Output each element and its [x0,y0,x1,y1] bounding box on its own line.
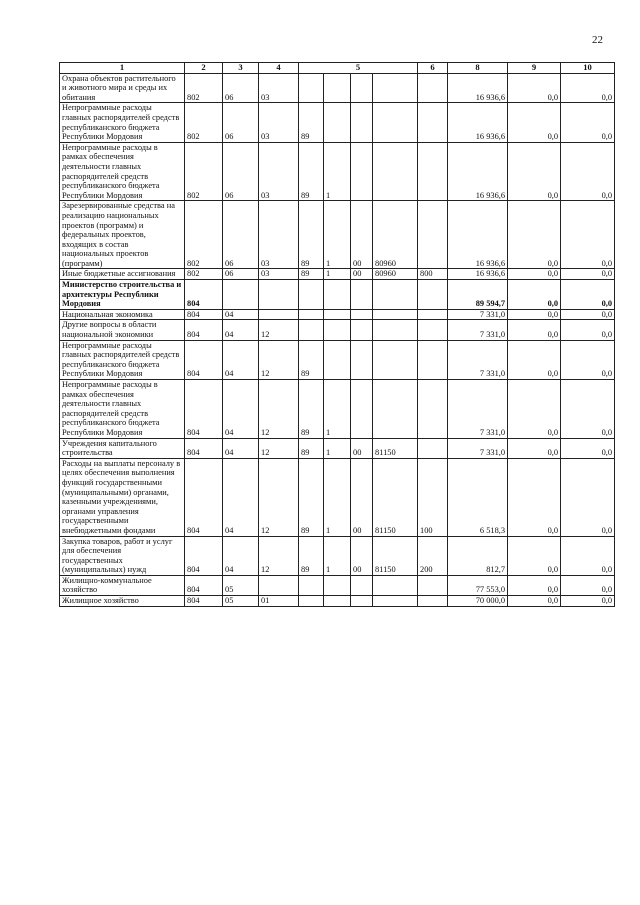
cell-col10: 0,0 [561,380,615,439]
cell-col3: 05 [223,596,259,607]
cell-col5-main [351,309,373,320]
cell-col3: 06 [223,269,259,280]
cell-col5-program [299,280,324,310]
cell-col8: 7 331,0 [448,309,508,320]
cell-col5-main: 00 [351,438,373,458]
cell-col3 [223,280,259,310]
cell-col5-direction [373,380,418,439]
cell-col6 [418,201,448,269]
cell-col2: 804 [185,380,223,439]
cell-col6 [418,575,448,595]
cell-col9: 0,0 [508,380,561,439]
table-row [60,142,615,201]
cell-col6 [418,309,448,320]
cell-col5-program: 89 [299,438,324,458]
column-header: 9 [508,63,561,74]
cell-col9: 0,0 [508,280,561,310]
cell-col5-main: 00 [351,269,373,280]
table-row [60,73,615,103]
cell-col2: 802 [185,269,223,280]
cell-col6 [418,73,448,103]
cell-col5-program [299,309,324,320]
cell-col5-program [299,575,324,595]
cell-col6 [418,438,448,458]
cell-col4: 03 [259,73,299,103]
cell-col5-direction [373,73,418,103]
cell-col5-direction: 80960 [373,269,418,280]
cell-col9: 0,0 [508,201,561,269]
cell-col6: 800 [418,269,448,280]
cell-col9: 0,0 [508,536,561,575]
cell-col2: 804 [185,320,223,340]
row-name: Закупка товаров, работ и услуг для обеспечения государственных (муниципальных) нужд [60,536,185,575]
cell-col9: 0,0 [508,142,561,201]
cell-col5-direction [373,320,418,340]
cell-col5-main: 00 [351,201,373,269]
cell-col9: 0,0 [508,103,561,142]
cell-col6 [418,103,448,142]
cell-col8: 7 331,0 [448,340,508,379]
cell-col6: 100 [418,458,448,536]
cell-col5-main [351,103,373,142]
cell-col10: 0,0 [561,280,615,310]
cell-col5-program: 89 [299,340,324,379]
cell-col4: 12 [259,340,299,379]
cell-col5-subprogram [324,320,351,340]
cell-col6: 200 [418,536,448,575]
cell-col8: 7 331,0 [448,438,508,458]
cell-col5-direction: 81150 [373,438,418,458]
cell-col3: 04 [223,380,259,439]
cell-col10: 0,0 [561,142,615,201]
cell-col5-direction [373,309,418,320]
cell-col5-program: 89 [299,380,324,439]
table-row [60,458,615,536]
row-name: Зарезервированные средства на реализацию национальных проектов (программ) и федеральных проектов, входящих в состав национальных проектов (программ) [60,201,185,269]
cell-col3: 04 [223,438,259,458]
cell-col4: 03 [259,103,299,142]
cell-col8: 89 594,7 [448,280,508,310]
row-name: Национальная экономика [60,309,185,320]
cell-col5-program: 89 [299,201,324,269]
cell-col2: 804 [185,458,223,536]
cell-col5-main [351,575,373,595]
table-row [60,320,615,340]
cell-col9: 0,0 [508,340,561,379]
cell-col8: 16 936,6 [448,73,508,103]
cell-col8: 70 000,0 [448,596,508,607]
row-name: Непрограммные расходы главных распорядителей средств республиканского бюджета Республики Мордовия [60,340,185,379]
cell-col2: 804 [185,280,223,310]
cell-col3: 06 [223,73,259,103]
cell-col8: 16 936,6 [448,269,508,280]
cell-col6 [418,340,448,379]
cell-col5-main [351,596,373,607]
cell-col10: 0,0 [561,536,615,575]
cell-col10: 0,0 [561,269,615,280]
cell-col5-program [299,73,324,103]
table-row [60,280,615,310]
cell-col9: 0,0 [508,309,561,320]
table-row [60,596,615,607]
cell-col5-main [351,73,373,103]
cell-col5-program: 89 [299,458,324,536]
cell-col9: 0,0 [508,458,561,536]
cell-col5-program: 89 [299,142,324,201]
cell-col5-subprogram: 1 [324,269,351,280]
cell-col4: 12 [259,536,299,575]
cell-col5-subprogram [324,309,351,320]
table-row [60,536,615,575]
cell-col4 [259,575,299,595]
cell-col8: 7 331,0 [448,380,508,439]
cell-col8: 16 936,6 [448,103,508,142]
table-body [60,73,615,606]
cell-col4: 12 [259,320,299,340]
row-name: Министерство строительства и архитектуры Республики Мордовия [60,280,185,310]
cell-col5-program: 89 [299,269,324,280]
cell-col4: 03 [259,269,299,280]
row-name: Непрограммные расходы главных распорядителей средств республиканского бюджета Республики Мордовия [60,103,185,142]
column-header: 10 [561,63,615,74]
cell-col4 [259,309,299,320]
cell-col5-program: 89 [299,536,324,575]
cell-col5-direction: 80960 [373,201,418,269]
cell-col3: 04 [223,536,259,575]
cell-col3: 06 [223,142,259,201]
column-header: 5 [299,63,418,74]
cell-col2: 804 [185,536,223,575]
cell-col5-subprogram: 1 [324,458,351,536]
column-header: 6 [418,63,448,74]
row-name: Другие вопросы в области национальной экономики [60,320,185,340]
cell-col5-program [299,596,324,607]
cell-col10: 0,0 [561,575,615,595]
row-name: Жилищно-коммунальное хозяйство [60,575,185,595]
cell-col5-main [351,380,373,439]
cell-col5-subprogram [324,280,351,310]
cell-col2: 804 [185,596,223,607]
cell-col5-direction: 81150 [373,536,418,575]
cell-col6 [418,596,448,607]
cell-col5-subprogram: 1 [324,438,351,458]
cell-col8: 7 331,0 [448,320,508,340]
cell-col9: 0,0 [508,438,561,458]
cell-col10: 0,0 [561,201,615,269]
cell-col4: 12 [259,438,299,458]
cell-col4: 12 [259,458,299,536]
table-header-row [60,63,615,74]
column-header: 8 [448,63,508,74]
cell-col2: 802 [185,73,223,103]
cell-col10: 0,0 [561,320,615,340]
cell-col8: 16 936,6 [448,201,508,269]
cell-col10: 0,0 [561,340,615,379]
cell-col3: 04 [223,309,259,320]
cell-col5-subprogram: 1 [324,201,351,269]
cell-col5-subprogram: 1 [324,380,351,439]
row-name: Иные бюджетные ассигнования [60,269,185,280]
cell-col3: 04 [223,320,259,340]
cell-col5-main: 00 [351,536,373,575]
cell-col9: 0,0 [508,269,561,280]
cell-col5-direction [373,596,418,607]
cell-col3: 06 [223,201,259,269]
cell-col6 [418,142,448,201]
cell-col9: 0,0 [508,596,561,607]
cell-col2: 804 [185,575,223,595]
column-header: 1 [60,63,185,74]
cell-col5-direction [373,103,418,142]
cell-col5-subprogram [324,73,351,103]
row-name: Жилищное хозяйство [60,596,185,607]
cell-col6 [418,320,448,340]
cell-col5-subprogram [324,340,351,379]
cell-col3: 04 [223,340,259,379]
table-row [60,380,615,439]
cell-col5-main [351,280,373,310]
cell-col4: 03 [259,142,299,201]
cell-col2: 802 [185,201,223,269]
cell-col9: 0,0 [508,320,561,340]
row-name: Расходы на выплаты персоналу в целях обеспечения выполнения функций государственными (муниципальными) органами, казенными учреждениями, органами управления государственными внебюджетными фондами [60,458,185,536]
cell-col5-program: 89 [299,103,324,142]
cell-col9: 0,0 [508,73,561,103]
table-row [60,575,615,595]
cell-col5-subprogram [324,596,351,607]
cell-col4: 01 [259,596,299,607]
cell-col5-subprogram [324,103,351,142]
cell-col3: 05 [223,575,259,595]
column-header: 4 [259,63,299,74]
cell-col5-main: 00 [351,458,373,536]
cell-col5-main [351,142,373,201]
cell-col3: 06 [223,103,259,142]
cell-col10: 0,0 [561,73,615,103]
cell-col5-direction [373,340,418,379]
cell-col10: 0,0 [561,438,615,458]
cell-col9: 0,0 [508,575,561,595]
table-row [60,201,615,269]
cell-col5-subprogram [324,575,351,595]
cell-col2: 804 [185,309,223,320]
cell-col8: 77 553,0 [448,575,508,595]
cell-col10: 0,0 [561,596,615,607]
page-number: 22 [592,34,603,46]
row-name: Непрограммные расходы в рамках обеспечения деятельности главных распорядителей средств республиканского бюджета Республики Мордовия [60,142,185,201]
cell-col10: 0,0 [561,458,615,536]
cell-col4 [259,280,299,310]
column-header: 2 [185,63,223,74]
table-row [60,309,615,320]
cell-col2: 804 [185,340,223,379]
cell-col2: 802 [185,142,223,201]
table-row [60,340,615,379]
cell-col5-subprogram: 1 [324,536,351,575]
table-row [60,103,615,142]
cell-col4: 12 [259,380,299,439]
cell-col5-main [351,320,373,340]
column-header: 3 [223,63,259,74]
cell-col5-direction: 81150 [373,458,418,536]
cell-col8: 6 518,3 [448,458,508,536]
cell-col5-program [299,320,324,340]
cell-col8: 16 936,6 [448,142,508,201]
row-name: Учреждения капитального строительства [60,438,185,458]
table-row [60,269,615,280]
cell-col10: 0,0 [561,309,615,320]
cell-col6 [418,380,448,439]
budget-table [59,62,615,607]
row-name: Охрана объектов растительного и животного мира и среды их обитания [60,73,185,103]
cell-col6 [418,280,448,310]
cell-col5-subprogram: 1 [324,142,351,201]
cell-col2: 804 [185,438,223,458]
cell-col5-direction [373,142,418,201]
table-row [60,438,615,458]
cell-col4: 03 [259,201,299,269]
cell-col8: 812,7 [448,536,508,575]
row-name: Непрограммные расходы в рамках обеспечения деятельности главных распорядителей средств республиканского бюджета Республики Мордовия [60,380,185,439]
cell-col3: 04 [223,458,259,536]
cell-col5-direction [373,280,418,310]
cell-col5-direction [373,575,418,595]
cell-col5-main [351,340,373,379]
cell-col2: 802 [185,103,223,142]
cell-col10: 0,0 [561,103,615,142]
